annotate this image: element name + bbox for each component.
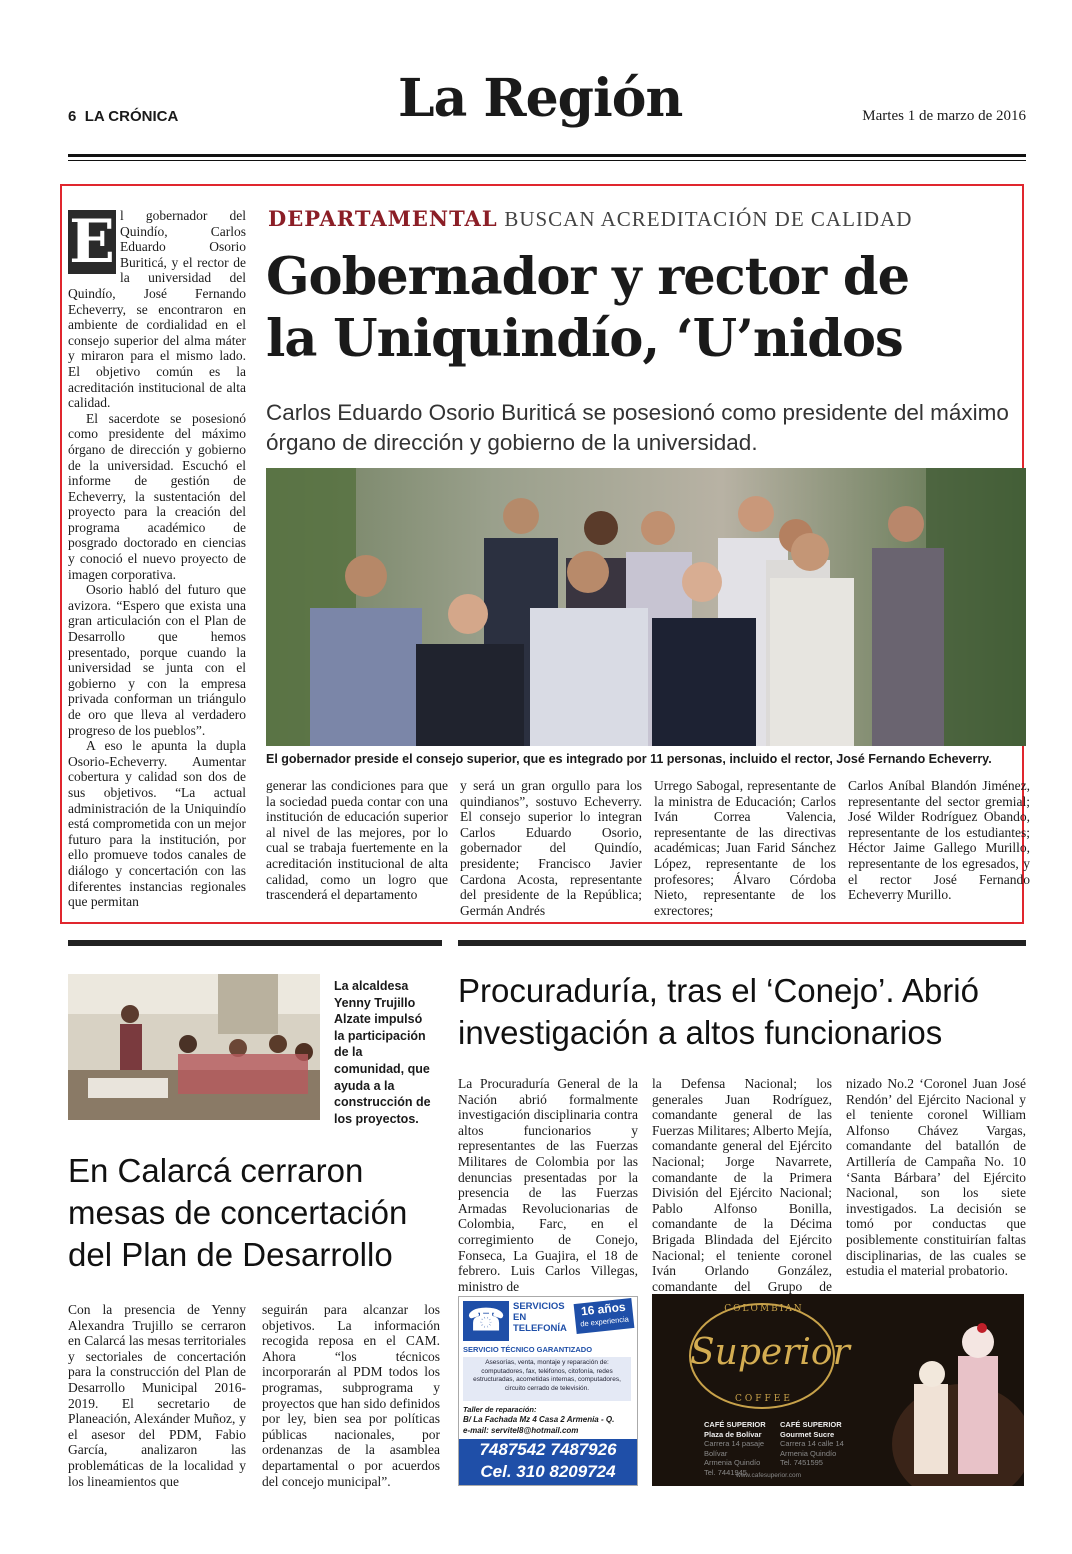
feature-column-1: [266, 778, 448, 903]
ad-cell: Cel. 310 8209724: [480, 1462, 616, 1481]
headline-line: la Uniquindío, ‘U’nidos: [266, 309, 903, 369]
lead-column: [68, 208, 246, 910]
headline: [266, 246, 1006, 370]
telephone-logo-icon: ☎: [463, 1301, 509, 1341]
column-text: nizado No.2 ‘Coronel Juan José Rendón’ del Ejército Nacional y el teniente coronel William Alfonso Chávez Vargas, comandante del batallón de Artillería de Campaña No. 10 ‘Santa Bárbara’ del Ejército Nacional, son los siete investigados. La decisión se tomó por conductas que posiblemente constituirían faltas disciplinarias, de las cuales se estudia el material probatorio.: [846, 1076, 1026, 1279]
headline-line: Gobernador y rector de: [266, 247, 910, 307]
procuraduria-column-3: [846, 1076, 1026, 1279]
section-title: La Región: [398, 68, 683, 129]
ad-services: Asesorías, venta, montaje y reparación de: computadores, fax, teléfonos, citofonía, redes estructuradas, acometidas internas, computadores, circuito cerrado de televisión.: [463, 1357, 631, 1401]
issue-date: Martes 1 de marzo de 2016: [862, 108, 1026, 124]
lead-paragraph: A eso le apunta la dupla Osorio-Echeverry. Aumentar cobertura y calidad son dos de sus objetivos. “La actual administración de la Uniquindío está comprometida con un mejor futuro para la institución, por ello promueve todos canales de diálogo y concertación con las diferentes instancias regionales que permitan: [68, 738, 246, 910]
kicker-topic: BUSCAN ACREDITACIÓN DE CALIDAD: [504, 207, 913, 231]
feature-column-2: [460, 778, 642, 918]
kicker-section: DEPARTAMENTAL: [268, 206, 498, 231]
cafe-logo: Superior: [690, 1332, 850, 1373]
column-text: la Defensa Nacional; los generales Juan Rodríguez, comandante general de las Fuerzas Militares; Alberto Mejía, comandante general del Ejército Nacional; Jorge Navarrete, comandante de la Primera División del Ejército Nacional; Pablo Alfonso Bonilla, comandante de la Décima Brigada Blindada del Ejército Nacional; el teniente coronel Iván Orlando González, comandante del Grupo de: [652, 1076, 832, 1294]
column-text: y será un gran orgullo para los quindianos”, sostuvo Echeverry. El consejo superior lo integran Carlos Eduardo Osorio, gobernador del Quindío, presidente; Francisco Javier Cardona Acosta, representante del presidente de la República; Germán Andrés: [460, 778, 642, 918]
column-text: generar las condiciones para que la sociedad pueda contar con una institución de educación superior al nivel de las mejores, por lo cual se trabaja fuertemente en la acreditación institucional de alta calidad, como un logro que trascenderá el departamento: [266, 778, 448, 903]
ad-arc-top: COLOMBIAN: [724, 1304, 804, 1314]
store-2: CAFÉ SUPERIOR Gourmet Sucre Carrera 14 calle 14 Armenia Quindío Tel. 7451595: [780, 1420, 844, 1467]
ad-brand-line: EN: [513, 1312, 527, 1323]
article-title: En Calarcá cerraron mesas de concertación del Plan de Desarrollo: [68, 1152, 408, 1273]
column-text: Carlos Aníbal Blandón Jiménez, representante del sector gremial; José Wilder Rodríguez Obando, representante de los estudiantes; Héctor Jaime Gallego Murillo, representante de los egresados, y el rector José Fernando Echeverry Murillo.: [848, 778, 1030, 903]
community-meeting-photo: [68, 974, 320, 1120]
feature-column-3: [654, 778, 836, 918]
section-rule: [68, 940, 442, 946]
ad-address: B/ La Fachada Mz 4 Casa 2 Armenia - Q.: [463, 1415, 615, 1424]
ad-email: e-mail: servitel8@hotmail.com: [463, 1426, 579, 1435]
column-text: La Procuraduría General de la Nación abrió formalmente investigación disciplinaria contra altos funcionarios y representantes de las Fuerzas Militares de Colombia por las denuncias presentadas por la presencia de las Fuerzas Armadas Revolucionarias de Colombia, Farc, en el corregimiento de Conejo, Fonseca, La Guajira, el 18 de febrero. Luis Carlos Villegas, ministro de: [458, 1076, 638, 1294]
ad-guarantee: SERVICIO TÉCNICO GARANTIZADO: [463, 1345, 593, 1354]
dropcap: E: [69, 207, 115, 277]
ad-arc-bottom: COFFEE: [735, 1394, 793, 1404]
masthead-rule: [68, 154, 1026, 157]
masthead-rule-thin: [68, 160, 1026, 161]
section-rule: [458, 940, 1026, 946]
experience-badge: 16 años de experiencia: [574, 1298, 635, 1334]
photo-caption: La alcaldesa Yenny Trujillo Alzate impulsó la participación de la comunidad, que ayuda a la construcción de los proyectos.: [334, 979, 431, 1126]
procuraduria-column-1: [458, 1076, 638, 1294]
calarca-column-1: [68, 1302, 246, 1489]
ad-web: www.cafesuperior.com: [736, 1472, 802, 1479]
ad-phone-block: [459, 1439, 637, 1485]
ad-workshop-label: Taller de reparación:: [463, 1405, 537, 1414]
photo-caption: El gobernador preside el consejo superior, que es integrado por 11 personas, incluido el rector, José Fernando Echeverry.: [266, 752, 992, 766]
store-1: CAFÉ SUPERIOR Plaza de Bolívar Carrera 14 pasaje Bolívar Armenia Quindío Tel. 7441945: [704, 1420, 766, 1477]
group-photo: [266, 468, 1026, 746]
feature-column-4: [848, 778, 1030, 903]
ad-phones: 7487542 7487926: [479, 1440, 617, 1459]
procuraduria-column-2: [652, 1076, 832, 1310]
lead-paragraph: Osorio habló del futuro que avizora. “Espero que exista una gran articulación con el Plan de Desarrollo que hemos presentado, porque cuando la universidad se junta con el gobierno y con la empresa privada conforman un triángulo de oro que lleva al verdadero progreso de los pueblos”.: [68, 582, 246, 738]
calarca-column-2: [262, 1302, 440, 1489]
column-text: Con la presencia de Yenny Alexandra Trujillo se cerraron en Calarcá las mesas territoriales y sectoriales de concertación para la construcción del Plan de Desarrollo Municipal 2016-2019. El secretario de Planeación, Alexánder Muñoz, y el asesor del PDM, Fabio García, analizaron las problemáticas de la localidad y los lineamientos que: [68, 1302, 246, 1489]
page-number: 6 LA CRÓNICA: [68, 108, 179, 125]
subheadline: Carlos Eduardo Osorio Buriticá se posesionó como presidente del máximo órgano de dirección y gobierno de la universidad.: [266, 400, 1009, 455]
kicker: [268, 206, 912, 232]
cafe-superior-advertisement: [652, 1294, 1024, 1486]
ad-brand-line: TELEFONÍA: [513, 1323, 567, 1334]
column-text: Urrego Sabogal, representante de la ministra de Educación; Carlos Iván Correa Valencia, representante de las directivas académicas; Juan Farid Sánchez López, representante de los profesores; Álvaro Córdoba Nieto, representante de los exrectores;: [654, 778, 836, 918]
lead-paragraph: El sacerdote se posesionó como presidente del máximo órgano de dirección y gobierno de la universidad. Escuchó el informe de gestión de Echeverry, la sustentación del proyecto para la creación del programa académico de posgrado doctorado en ciencias y conoció el nuevo proyecto de imagen corporativa.: [68, 410, 246, 582]
ad-brand-line: SERVICIOS: [513, 1301, 565, 1312]
article-title: Procuraduría, tras el ‘Conejo’. Abrió investigación a altos funcionarios: [458, 972, 979, 1051]
telefonia-advertisement: [458, 1296, 638, 1486]
lead-paragraph: l gobernador del Quindío, Carlos Eduardo Osorio Buriticá, y el rector de la universidad del Quindío, José Fernando Echeverry, se encontraron en ambiente de cordialidad en el consejo superior del alma máter y miraron para el mismo lado. El objetivo común es la acreditación institucional de alta calidad.: [68, 208, 246, 411]
column-text: seguirán para alcanzar los objetivos. La información recogida reposa en el CAM. Ahora “los técnicos incorporarán al PDM todos los programas, subprograma y proyectos que han sido definidos por ley, bien sea por políticas públicas nacionales, por ordenanzas de la asamblea departamental o por acuerdos del concejo municipal”.: [262, 1302, 440, 1489]
